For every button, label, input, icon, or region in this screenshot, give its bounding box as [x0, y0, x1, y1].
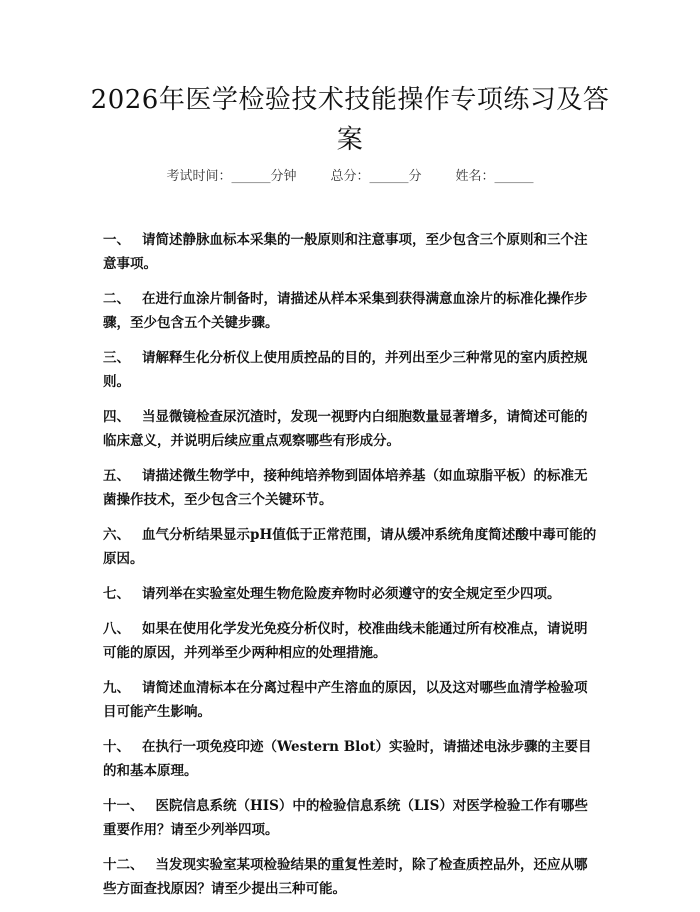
question-item: [103, 346, 598, 394]
question-number: 五、: [103, 468, 130, 484]
question-number: 八、: [103, 621, 130, 637]
question-item: [103, 794, 598, 842]
question-item: [103, 405, 598, 453]
question-number: 四、: [103, 409, 130, 425]
question-item: [103, 853, 598, 901]
question-text: 请简述静脉血标本采集的一般原则和注意事项，至少包含三个原则和三个注意事项。: [103, 232, 588, 272]
question-number: 九、: [103, 680, 130, 696]
question-item: [103, 287, 598, 335]
question-item: [103, 228, 598, 276]
question-number: 一、: [103, 232, 130, 248]
total-score-label: 总分：______分: [330, 169, 422, 184]
question-text: 血气分析结果显示pH值低于正常范围，请从缓冲系统角度简述酸中毒可能的原因。: [103, 527, 597, 567]
question-number: 十、: [103, 739, 130, 755]
exam-meta: [0, 168, 700, 186]
exam-time-label: 考试时间：______分钟: [166, 169, 297, 184]
question-text: 请简述血清标本在分离过程中产生溶血的原因，以及这对哪些血清学检验项目可能产生影响。: [103, 680, 588, 720]
question-item: [103, 617, 598, 665]
question-text: 在进行血涂片制备时，请描述从样本采集到获得满意血涂片的标准化操作步骤，至少包含五个关键步骤。: [103, 291, 588, 331]
question-text: 当显微镜检查尿沉渣时，发现一视野内白细胞数量显著增多，请简述可能的临床意义，并说明后续应重点观察哪些有形成分。: [103, 409, 588, 449]
question-text: 请描述微生物学中，接种纯培养物到固体培养基（如血琼脂平板）的标准无菌操作技术，至少包含三个关键环节。: [103, 468, 588, 508]
question-item: [103, 464, 598, 512]
question-number: 三、: [103, 350, 130, 366]
question-item: [103, 582, 598, 606]
question-text: 请解释生化分析仪上使用质控品的目的，并列出至少三种常见的室内质控规则。: [103, 350, 588, 390]
name-label: 姓名：______: [455, 169, 534, 184]
question-number: 十一、: [103, 798, 144, 814]
question-item: [103, 676, 598, 724]
question-text: 如果在使用化学发光免疫分析仪时，校准曲线未能通过所有校准点，请说明可能的原因，并列举至少两种相应的处理措施。: [103, 621, 588, 661]
question-number: 六、: [103, 527, 130, 543]
document-title: 2026年医学检验技术技能操作专项练习及答案: [90, 85, 610, 155]
question-item: [103, 523, 598, 571]
question-number: 七、: [103, 586, 130, 602]
question-number: 十二、: [103, 857, 144, 873]
question-text: 医院信息系统（HIS）中的检验信息系统（LIS）对医学检验工作有哪些重要作用？请至少列举四项。: [103, 798, 588, 838]
question-text: 请列举在实验室处理生物危险废弃物时必须遵守的安全规定至少四项。: [142, 586, 561, 602]
question-number: 二、: [103, 291, 130, 307]
question-text: 在执行一项免疫印迹（Western Blot）实验时，请描述电泳步骤的主要目的和基本原理。: [103, 739, 592, 779]
question-list: [103, 228, 598, 912]
question-item: [103, 735, 598, 783]
question-text: 当发现实验室某项检验结果的重复性差时，除了检查质控品外，还应从哪些方面查找原因？请至少提出三种可能。: [103, 857, 588, 897]
